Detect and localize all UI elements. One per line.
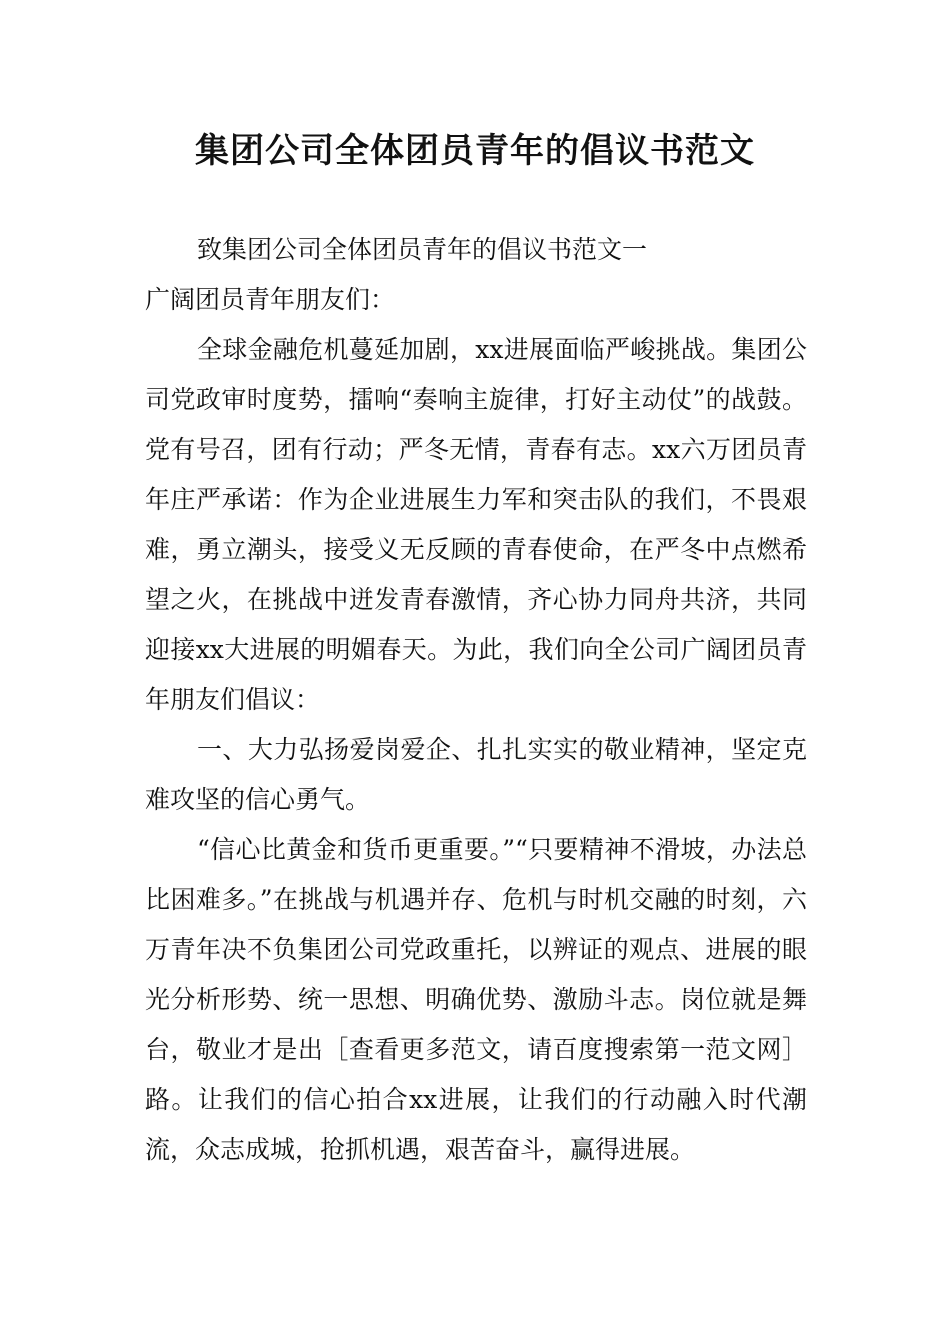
paragraph-3: “信心比黄金和货币更重要。”“只要精神不滑坡，办法总比困难多。”在挑战与机遇并存、危机与时机交融的时刻，六万青年决不负集团公司党政重托，以辨证的观点、进展的眼光分析形势、统一思想、明确优势、激励斗志。岗位就是舞台，敬业才是出［查看更多范文，请百度搜索第一范文网］路。让我们的信心拍合xx进展，让我们的行动融入时代潮流，众志成城，抢抓机遇，艰苦奋斗，赢得进展。 [145, 835, 807, 1164]
paragraph-1: 全球金融危机蔓延加剧，xx进展面临严峻挑战。集团公司党政审时度势，擂响“奏响主旋律，打好主动仗”的战鼓。党有号召，团有行动；严冬无情，青春有志。xx六万团员青年庄严承诺：作为企业进展生力军和突击队的我们，不畏艰难，勇立潮头，接受义无反顾的青春使命，在严冬中点燃希望之火，在挑战中迸发青春激情，齐心协力同舟共济，共同迎接xx大进展的明媚春天。为此，我们向全公司广阔团员青年朋友们倡议： [145, 335, 807, 714]
salutation: 广阔团员青年朋友们： [145, 285, 396, 314]
document-subtitle: 致集团公司全体团员青年的倡议书范文一 [197, 235, 648, 264]
document-body [145, 225, 807, 1175]
paragraph-2: 一、大力弘扬爱岗爱企、扎扎实实的敬业精神，坚定克难攻坚的信心勇气。 [145, 735, 807, 814]
document-title: 集团公司全体团员青年的倡议书范文 [195, 131, 755, 171]
